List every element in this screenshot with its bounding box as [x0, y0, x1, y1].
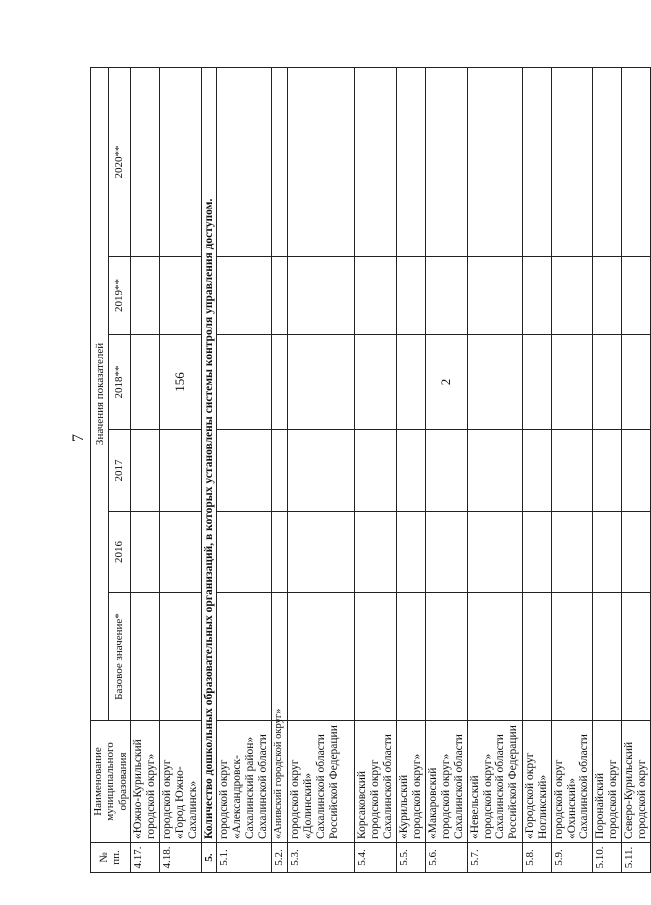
value-cell: [522, 593, 551, 721]
value-cell: [522, 257, 551, 335]
row-name: «Анивский городской округ»: [272, 721, 288, 843]
value-cell: [159, 430, 201, 512]
value-cell: [355, 512, 397, 593]
value-cell: [272, 257, 288, 335]
value-cell: [622, 430, 651, 512]
value-cell: [355, 257, 397, 335]
value-cell: [467, 593, 522, 721]
section-title: Количество дошкольных образовательных организаций, в которых установлены системы контроля управления доступом.: [201, 67, 217, 842]
value-cell: [467, 257, 522, 335]
value-cell: [217, 67, 272, 256]
value-cell: [593, 593, 622, 721]
value-cell: [397, 335, 426, 430]
value-cell: [593, 335, 622, 430]
value-cell: [217, 593, 272, 721]
header-2020: 2020**: [109, 67, 131, 256]
value-cell: [397, 257, 426, 335]
value-cell: [426, 512, 468, 593]
row-number: 5.4.: [355, 843, 397, 873]
table-row: [622, 67, 651, 872]
row-number: 4.17.: [130, 843, 159, 873]
value-cell: [593, 430, 622, 512]
value-cell: [551, 593, 593, 721]
row-name: Корсаковский городской округ Сахалинской области: [355, 721, 397, 843]
row-number: 5.3.: [288, 843, 355, 873]
value-cell: [593, 67, 622, 256]
value-cell: [355, 430, 397, 512]
row-number: 4.18.: [159, 843, 201, 873]
value-cell: [217, 512, 272, 593]
row-name: городской округ «Долинский» Сахалинской области Российской Федерации: [288, 721, 355, 843]
value-cell: [159, 512, 201, 593]
row-name: «Южно-Курильский городской округ»: [130, 721, 159, 843]
value-cell: [522, 512, 551, 593]
value-cell: [130, 335, 159, 430]
value-cell: [130, 593, 159, 721]
value-cell: [522, 335, 551, 430]
value-cell: [622, 335, 651, 430]
row-name: «Невельский городской округ» Сахалинской области Российской Федерации: [467, 721, 522, 843]
value-cell: [272, 335, 288, 430]
value-cell: [217, 335, 272, 430]
row-name: Поронайский городской округ: [593, 721, 622, 843]
header-2017: 2017: [109, 430, 131, 512]
value-cell: [522, 430, 551, 512]
value-cell: [397, 593, 426, 721]
value-cell: [522, 67, 551, 256]
table-row: [522, 67, 551, 872]
value-cell: [467, 67, 522, 256]
row-number: 5.6.: [426, 843, 468, 873]
header-name: Наименование муниципального образования: [91, 721, 131, 843]
value-cell: [159, 67, 201, 256]
header-2019: 2019**: [109, 257, 131, 335]
value-cell: [593, 257, 622, 335]
value-cell: [622, 257, 651, 335]
row-name: «Курильский городской округ»: [397, 721, 426, 843]
value-cell: [397, 430, 426, 512]
value-cell: 156: [159, 335, 201, 430]
row-number: 5.7.: [467, 843, 522, 873]
value-cell: [272, 67, 288, 256]
value-cell: [551, 257, 593, 335]
value-cell: [622, 512, 651, 593]
row-number: 5.2.: [272, 843, 288, 873]
section-row: [201, 67, 217, 872]
value-cell: [355, 593, 397, 721]
value-cell: [288, 335, 355, 430]
header-2018: 2018**: [109, 335, 131, 430]
table-row: [467, 67, 522, 872]
rotated-table-container: [90, 68, 649, 873]
row-name: Северо-Курильский городской округ: [622, 721, 651, 843]
section-number: 5.: [201, 843, 217, 873]
row-number: 5.11.: [622, 843, 651, 873]
value-cell: [288, 257, 355, 335]
value-cell: [130, 257, 159, 335]
row-name: городской округ «Александровск-Сахалинский район» Сахалинской области: [217, 721, 272, 843]
row-name: городской округ «Охинский» Сахалинской области: [551, 721, 593, 843]
table-row: [551, 67, 593, 872]
row-name: городской округ «Город Южно-Сахалинск»: [159, 721, 201, 843]
value-cell: [426, 67, 468, 256]
row-name: «Макаровский городской округ» Сахалинской области: [426, 721, 468, 843]
table-row: [272, 67, 288, 872]
value-cell: [551, 430, 593, 512]
value-cell: [288, 67, 355, 256]
value-cell: [130, 67, 159, 256]
header-base: Базовое значение*: [109, 593, 131, 721]
value-cell: [622, 593, 651, 721]
table-row: [288, 67, 355, 872]
value-cell: [467, 512, 522, 593]
table-row: [426, 67, 468, 872]
value-cell: [217, 430, 272, 512]
value-cell: [426, 593, 468, 721]
value-cell: [217, 257, 272, 335]
value-cell: [288, 593, 355, 721]
table-row: [397, 67, 426, 872]
indicators-table: [90, 67, 651, 873]
row-number: 5.1.: [217, 843, 272, 873]
table-row: [217, 67, 272, 872]
value-cell: [159, 257, 201, 335]
header-num: № пп.: [91, 843, 131, 873]
row-name: «Городской округ Ногликский»: [522, 721, 551, 843]
value-cell: [467, 430, 522, 512]
value-cell: [272, 593, 288, 721]
value-cell: [355, 67, 397, 256]
value-cell: [288, 512, 355, 593]
value-cell: [593, 512, 622, 593]
value-cell: [467, 335, 522, 430]
value-cell: [130, 430, 159, 512]
value-cell: [426, 257, 468, 335]
value-cell: 2: [426, 335, 468, 430]
value-cell: [551, 67, 593, 256]
page-number: 7: [70, 434, 87, 442]
table-row: [130, 67, 159, 872]
table-row: [159, 67, 201, 872]
row-number: 5.8.: [522, 843, 551, 873]
row-number: 5.5.: [397, 843, 426, 873]
row-number: 5.10.: [593, 843, 622, 873]
value-cell: [622, 67, 651, 256]
table-row: [593, 67, 622, 872]
value-cell: [397, 512, 426, 593]
value-cell: [551, 335, 593, 430]
value-cell: [288, 430, 355, 512]
value-cell: [272, 430, 288, 512]
value-cell: [551, 512, 593, 593]
value-cell: [355, 335, 397, 430]
header-values-group: Значения показателей: [91, 67, 109, 720]
value-cell: [159, 593, 201, 721]
value-cell: [272, 512, 288, 593]
table-row: [355, 67, 397, 872]
row-number: 5.9.: [551, 843, 593, 873]
header-2016: 2016: [109, 512, 131, 593]
value-cell: [426, 430, 468, 512]
value-cell: [130, 512, 159, 593]
value-cell: [397, 67, 426, 256]
